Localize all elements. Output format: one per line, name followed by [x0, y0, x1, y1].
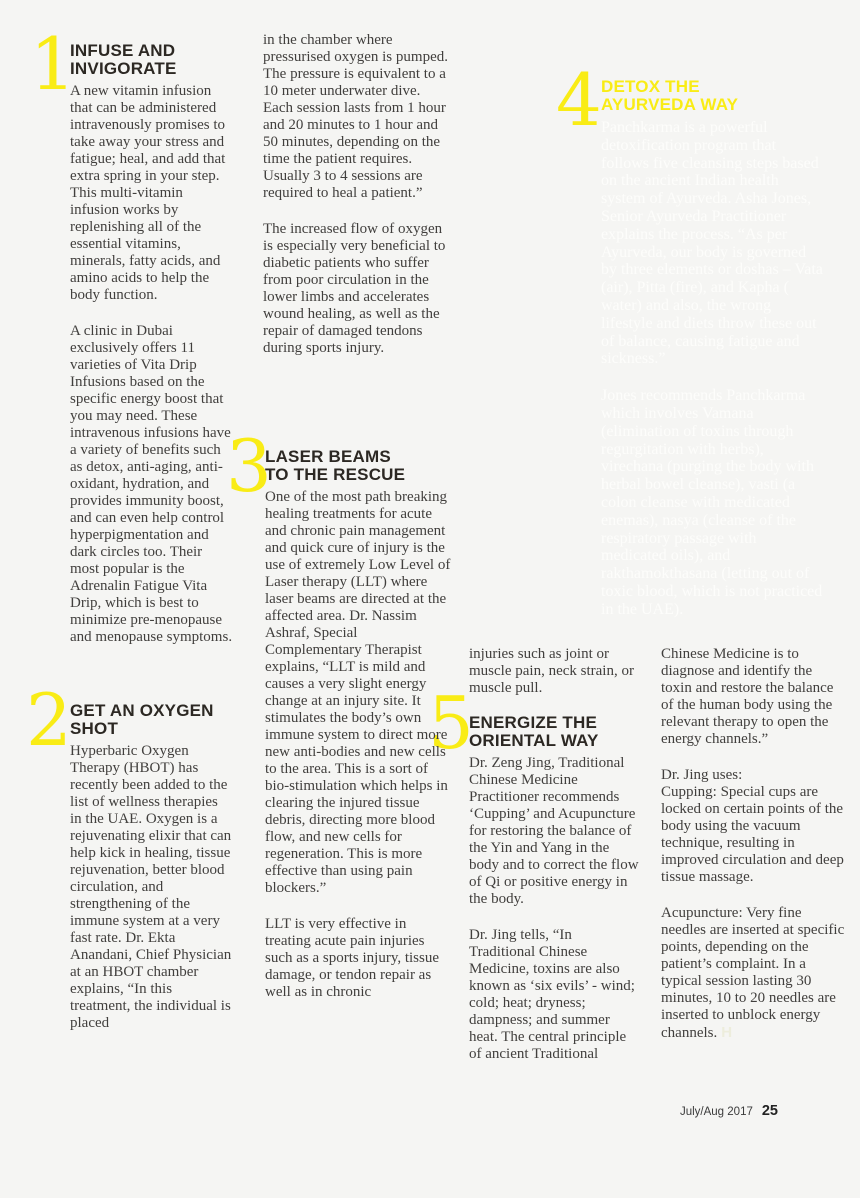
paragraph: A clinic in Dubai exclusively offers 11 varieties of Vita Drip Infusions based on the specific energy boost that you may need. These intravenous infusions have a variety of benefits such as detox, anti-aging, anti-oxidant, hydration, and provides immunity boost, and can even help control hyperpigmentation and dark circles too. Their most popular is the Adrenalin Fatigue Vita Drip, which is best to minimize pre-menopause and menopause symptoms.	[70, 323, 233, 645]
paragraph: Jones recommends Panchkarma which involves Vamana (elimination of toxins through regurgitation with herbs), virechana (purging the body with herbal bowel cleanse), vasti (a colon cleanse with medicated enemas), nasya (cleanse of the respiratory passage with medicated oils), and rakthamokthasana (letting out of toxic blood, which is not practiced in the UAE).	[601, 387, 823, 618]
page-number: 25	[761, 1103, 778, 1119]
section-detox-ayurveda	[601, 78, 825, 619]
paragraph: injuries such as joint or muscle pain, neck strain, or muscle pull.	[469, 646, 634, 696]
oriental-continuation-column	[661, 646, 845, 1042]
paragraph: Dr. Zeng Jing, Traditional Chinese Medicine Practitioner recommends ‘Cupping’ and Acupuncture for restoring the balance of the Yin and Yang in the body and to correct the flow of Qi or positive energy in the body.	[469, 755, 639, 907]
oxygen-continuation-column	[263, 32, 453, 357]
section-title: ENERGIZE THE ORIENTAL WAY	[469, 713, 599, 750]
paragraph: Panchkarma is a powerful detoxification program that follows five cleansing steps based on the ancient Indian health system of Ayurveda. Asha Jones, Senior Ayurveda Practitioner explains the process. “As per Ayurveda, our body is governed by three elements or doshas – Vata (air), Pitta (fire), and Kapha ( water) and also, the wrong lifestyle and diets throw these out of balance, causing fatigue and sickness.”	[601, 119, 823, 368]
section-4-numeral: 4	[556, 58, 602, 142]
paragraph: Hyperbaric Oxygen Therapy (HBOT) has recently been added to the list of wellness therapies in the UAE. Oxygen is a rejuvenating elixir that can help kick in healing, tissue rejuvenation, better blood circulation, and strengthening of the immune system at a very fast rate. Dr. Ekta Anandani, Chief Physician at an HBOT chamber explains, “In this treatment, the individual is placed	[70, 743, 232, 1031]
paragraph: Cupping: Special cups are locked on certain points of the body using the vacuum technique, resulting in improved circulation and deep tissue massage.	[661, 784, 844, 885]
paragraph: LLT is very effective in treating acute pain injuries such as a sports injury, tissue damage, or tendon repair as well as in chronic	[265, 916, 440, 1000]
section-title: DETOX THE AYURVEDA WAY	[601, 77, 739, 114]
section-5-numeral: 5	[428, 681, 474, 765]
section-oxygen-shot	[70, 702, 233, 1032]
laser-continuation-column	[469, 646, 637, 697]
section-energize-oriental	[469, 714, 639, 1063]
paragraph: A new vitamin infusion that can be administered intravenously promises to take away your stress and fatigue; heal, and add that extra spring in your step. This multi-vitamin infusion works by replenishing all of the essential vitamins, minerals, fatty acids, and amino acids to help the body function.	[70, 83, 226, 303]
section-title: LASER BEAMS TO THE RESCUE	[265, 447, 406, 484]
section-laser-beams	[265, 448, 455, 1001]
paragraph: in the chamber where pressurised oxygen is pumped. The pressure is equivalent to a 10 meter underwater dive. Each session lasts from 1 hour and 20 minutes to 1 hour and 50 minutes, depending on the time the patient requires. Usually 3 to 4 sessions are required to heal a patient.”	[263, 32, 448, 201]
paragraph: The increased flow of oxygen is especially very beneficial to diabetic patients who suffer from poor circulation in the lower limbs and accelerates wound healing, as well as the repair of damaged tendons during sports injury.	[263, 221, 446, 356]
section-3-numeral: 3	[226, 424, 272, 508]
end-of-article-mark: H	[721, 1024, 733, 1041]
section-1-numeral: 1	[30, 22, 76, 106]
section-2-numeral: 2	[26, 678, 72, 762]
section-infuse-invigorate	[70, 42, 233, 646]
section-title: INFUSE AND INVIGORATE	[70, 41, 177, 78]
paragraph: Chinese Medicine is to diagnose and identify the toxin and restore the balance of the human body using the relevant therapy to open the energy channels.”	[661, 646, 834, 747]
issue-date: July/Aug 2017	[679, 1106, 753, 1118]
paragraph-text: Acupuncture: Very fine needles are inserted at specific points, depending on the patient’s complaint. In a typical session lasting 30 minutes, 10 to 20 needles are inserted to unblock energy channels.	[661, 905, 845, 1041]
paragraph: One of the most path breaking healing treatments for acute and chronic pain management and quick cure of injury is the use of extremely Low Level of Laser therapy (LLT) where laser beams are directed at the affected area. Dr. Nassim Ashraf, Special Complementary Therapist explains, “LLT is mild and causes a very slight energy change at an injury site. It stimulates the body’s own immune system to direct more new anti-bodies and new cells to the area. This is a sort of bio-stimulation which helps in clearing the injured tissue debris, directing more blood flow, and new cells for regeneration. This is more effective than using pain blockers.”	[265, 489, 451, 896]
section-title: GET AN OXYGEN SHOT	[70, 701, 214, 738]
paragraph: Dr. Jing tells, “In Traditional Chinese Medicine, toxins are also known as ‘six evils’ - wind; cold; heat; dryness; dampness; and summer heat. The central principle of ancient Traditional	[469, 927, 635, 1062]
paragraph: Dr. Jing uses:	[661, 767, 743, 783]
page-footer	[680, 1103, 778, 1119]
paragraph	[661, 905, 845, 1042]
